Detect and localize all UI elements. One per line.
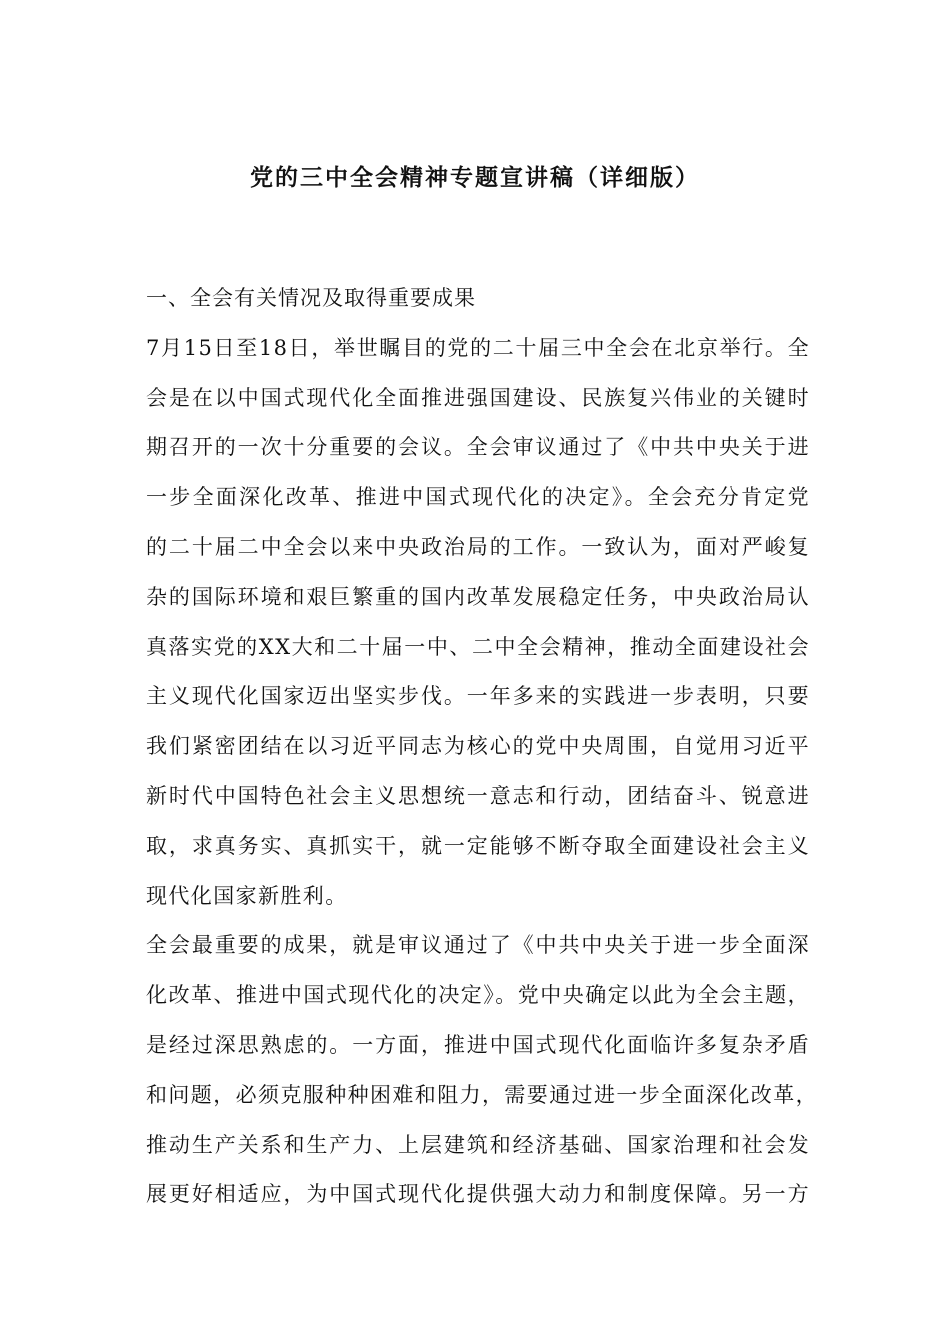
- paragraph-line: 是经过深思熟虑的。一方面，推进中国式现代化面临许多复杂矛盾: [146, 1032, 810, 1057]
- paragraph-line: 一步全面深化改革、推进中国式现代化的决定》。全会充分肯定党: [146, 485, 810, 510]
- paragraph-line: 会是在以中国式现代化全面推进强国建设、民族复兴伟业的关键时: [146, 385, 810, 410]
- paragraph-line: 7月15日至18日，举世瞩目的党的二十届三中全会在北京举行。全: [146, 335, 810, 360]
- paragraph-line: 现代化国家新胜利。: [146, 883, 348, 908]
- paragraph-line: 全会最重要的成果，就是审议通过了《中共中央关于进一步全面深: [146, 933, 810, 958]
- paragraph-line: 新时代中国特色社会主义思想统一意志和行动，团结奋斗、锐意进: [146, 783, 810, 808]
- paragraph-line: 展更好相适应，为中国式现代化提供强大动力和制度保障。另一方: [146, 1182, 810, 1207]
- paragraph-line: 杂的国际环境和艰巨繁重的国内改革发展稳定任务，中央政治局认: [146, 584, 810, 609]
- document-body: [146, 279, 818, 1225]
- paragraph-line: 和问题，必须克服种种困难和阻力，需要通过进一步全面深化改革，: [146, 1082, 818, 1107]
- paragraph-line: 真落实党的XX大和二十届一中、二中全会精神，推动全面建设社会: [146, 634, 810, 659]
- paragraph-line: 我们紧密团结在以习近平同志为核心的党中央周围，自觉用习近平: [146, 734, 810, 759]
- paragraph-line: 推动生产关系和生产力、上层建筑和经济基础、国家治理和社会发: [146, 1132, 810, 1157]
- paragraph-line: 取，求真务实、真抓实干，就一定能够不断夺取全面建设社会主义: [146, 833, 810, 858]
- paragraph-line: 期召开的一次十分重要的会议。全会审议通过了《中共中央关于进: [146, 435, 810, 460]
- paragraph-line: 主义现代化国家迈出坚实步伐。一年多来的实践进一步表明，只要: [146, 684, 810, 709]
- paragraph-line: 的二十届二中全会以来中央政治局的工作。一致认为，面对严峻复: [146, 534, 810, 559]
- paragraph-line: 化改革、推进中国式现代化的决定》。党中央确定以此为全会主题，: [146, 983, 810, 1008]
- section-heading: 一、全会有关情况及取得重要成果: [146, 286, 476, 310]
- document-title: 党的三中全会精神专题宣讲稿（详细版）: [250, 164, 700, 191]
